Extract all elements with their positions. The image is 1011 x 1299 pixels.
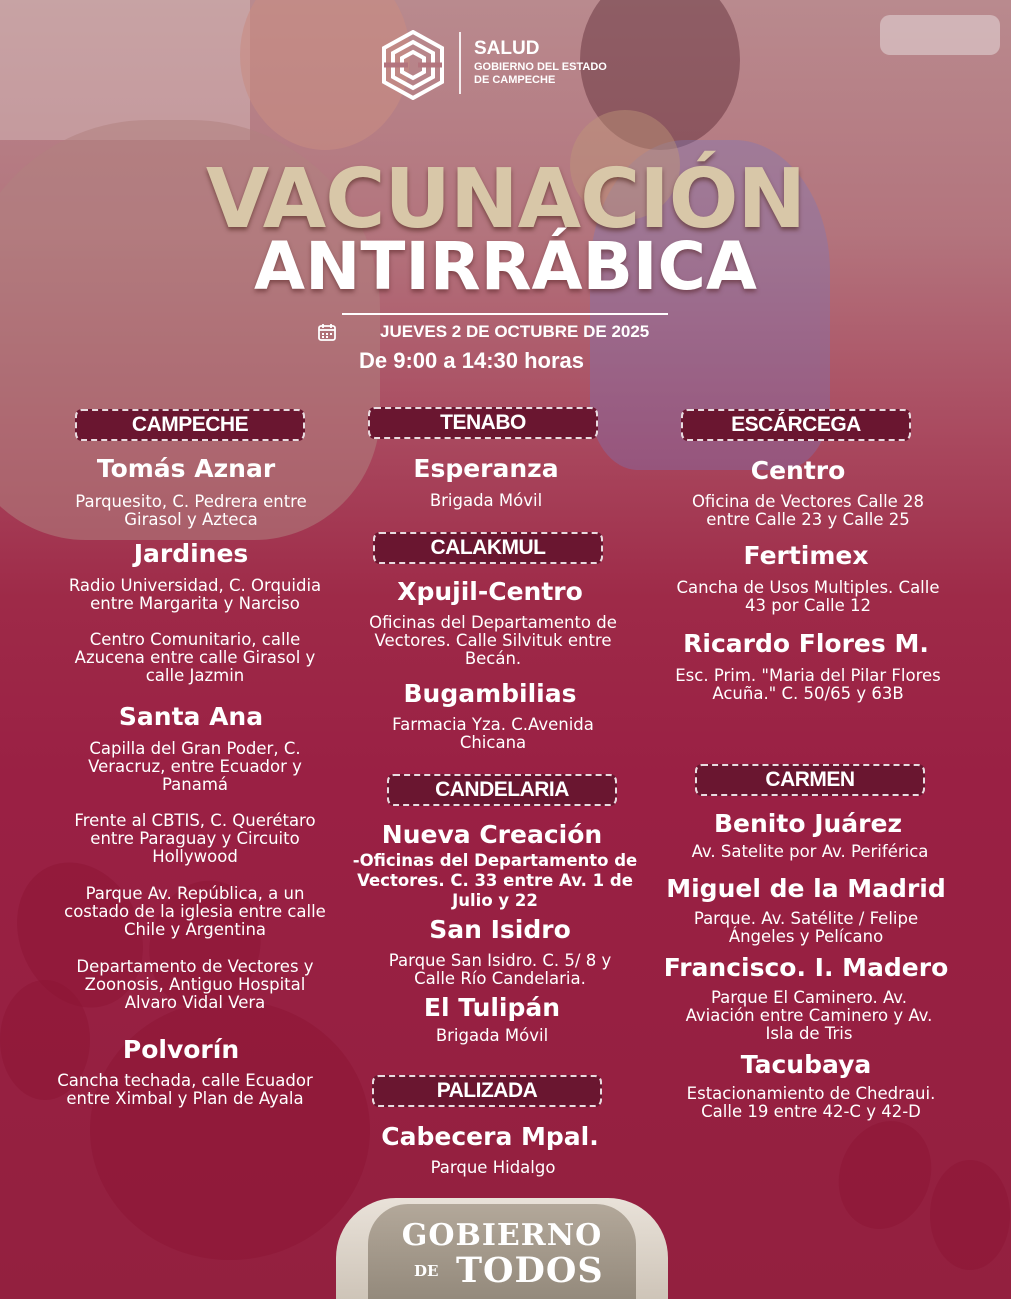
badge-candelaria: CANDELARIA: [387, 774, 617, 806]
desc-line: Azucena entre calle Girasol y: [74, 648, 316, 667]
desc-line: Acuña." C. 50/65 y 63B: [712, 684, 904, 703]
desc-line: Veracruz, entre Ecuador y: [88, 757, 302, 776]
desc-line: costado de la iglesia entre calle: [64, 902, 326, 921]
desc-line: Parque. Av. Satélite / Felipe: [693, 909, 919, 928]
desc-line: 43 por Calle 12: [744, 596, 872, 615]
salud-logo-icon: [378, 30, 448, 100]
desc-line: Av. Satelite por Av. Periférica: [691, 842, 929, 861]
desc-line: Capilla del Gran Poder, C.: [89, 739, 301, 758]
desc-line: Brigada Móvil: [429, 491, 543, 510]
desc-line: Calle Río Candelaria.: [414, 969, 586, 988]
desc-line: Isla de Tris: [765, 1024, 853, 1043]
desc-line: Parque Av. República, a un: [85, 884, 305, 903]
desc-line: Parque Hidalgo: [430, 1158, 556, 1177]
badge-campeche: CAMPECHE: [75, 409, 305, 441]
desc-line: Centro Comunitario, calle: [89, 630, 301, 649]
desc-line: Julio y 22: [452, 891, 538, 910]
place-centro: Centro: [750, 456, 846, 485]
gobierno-label-line1: GOBIERNO DEL ESTADO: [474, 61, 607, 73]
desc-line: -Oficinas del Departamento de: [352, 851, 638, 870]
place-el-tulipan: El Tulipán: [423, 993, 561, 1022]
logo-divider: [459, 32, 461, 94]
background-car: [880, 15, 1000, 55]
desc-line: Hollywood: [152, 847, 238, 866]
salud-label: SALUD: [474, 38, 540, 59]
desc-line: Oficinas del Departamento de: [369, 613, 617, 632]
desc-line: Vectores. C. 33 entre Av. 1 de: [357, 871, 633, 890]
desc-line: Cancha de Usos Multiples. Calle: [676, 578, 940, 597]
desc-line: Chicana: [459, 733, 527, 752]
gobierno-label-line2: DE CAMPECHE: [474, 74, 556, 86]
place-tomas-aznar: Tomás Aznar: [96, 454, 276, 483]
desc-line: Becán.: [464, 649, 522, 668]
desc-line: Brigada Móvil: [435, 1026, 549, 1045]
desc-line: Panamá: [161, 775, 229, 794]
desc-line: Alvaro Vidal Vera: [124, 993, 266, 1012]
desc-line: Zoonosis, Antiguo Hospital: [84, 975, 306, 994]
footer-todos: TODOS: [456, 1250, 604, 1291]
background-building: [0, 0, 250, 140]
badge-escarcega: ESCÁRCEGA: [681, 409, 911, 441]
place-bugambilias: Bugambilias: [403, 679, 577, 708]
desc-line: Oficina de Vectores Calle 28: [691, 492, 925, 511]
desc-line: Ángeles y Pelícano: [728, 927, 884, 946]
place-san-isidro: San Isidro: [429, 915, 571, 944]
desc-line: Chile y Argentina: [123, 920, 267, 939]
desc-line: entre Ximbal y Plan de Ayala: [66, 1089, 304, 1108]
title-underline: [342, 313, 668, 315]
desc-line: Parquesito, C. Pedrera entre: [75, 492, 307, 511]
place-ricardo-flores: Ricardo Flores M.: [683, 629, 929, 658]
desc-line: Frente al CBTIS, C. Querétaro: [74, 811, 316, 830]
place-tacubaya: Tacubaya: [740, 1050, 872, 1079]
desc-line: entre Margarita y Narciso: [90, 594, 300, 613]
paw-print-icon: [930, 1160, 1010, 1270]
place-cabecera-mpal: Cabecera Mpal.: [381, 1122, 599, 1151]
desc-line: Departamento de Vectores y: [76, 957, 314, 976]
desc-line: Aviación entre Caminero y Av.: [685, 1006, 933, 1025]
desc-line: Girasol y Azteca: [124, 510, 258, 529]
badge-calakmul: CALAKMUL: [373, 532, 603, 564]
paw-print-icon: [824, 1108, 946, 1242]
desc-line: calle Jazmin: [145, 666, 245, 685]
place-miguel-de-la-madrid: Miguel de la Madrid: [666, 874, 946, 903]
place-francisco-madero: Francisco. I. Madero: [663, 953, 949, 982]
title-antirrabica: ANTIRRÁBICA: [254, 228, 757, 305]
desc-line: entre Calle 23 y Calle 25: [706, 510, 910, 529]
desc-line: Farmacia Yza. C.Avenida: [392, 715, 594, 734]
place-polvorin: Polvorín: [122, 1035, 240, 1064]
footer-de: DE: [414, 1262, 439, 1280]
desc-line: Calle 19 entre 42-C y 42-D: [701, 1102, 921, 1121]
badge-palizada: PALIZADA: [372, 1075, 602, 1107]
event-hours: De 9:00 a 14:30 horas: [359, 348, 585, 373]
desc-line: Parque San Isidro. C. 5/ 8 y: [388, 951, 612, 970]
desc-line: Vectores. Calle Silvituk entre: [374, 631, 612, 650]
title-vacunacion: VACUNACIÓN: [205, 152, 806, 247]
footer-gobierno: GOBIERNO: [401, 1218, 603, 1253]
place-esperanza: Esperanza: [413, 454, 559, 483]
desc-line: entre Paraguay y Circuito: [90, 829, 300, 848]
place-jardines: Jardines: [133, 539, 249, 568]
badge-carmen: CARMEN: [695, 764, 925, 796]
badge-tenabo: TENABO: [368, 407, 598, 439]
desc-line: Estacionamiento de Chedraui.: [686, 1084, 936, 1103]
place-nueva-creacion: Nueva Creación: [381, 820, 603, 849]
desc-line: Cancha techada, calle Ecuador: [57, 1071, 313, 1090]
place-xpujil-centro: Xpujil-Centro: [397, 577, 583, 606]
calendar-icon: [318, 323, 336, 341]
place-santa-ana: Santa Ana: [118, 702, 264, 731]
desc-line: Esc. Prim. "Maria del Pilar Flores: [675, 666, 941, 685]
desc-line: Parque El Caminero. Av.: [710, 988, 908, 1007]
event-date: JUEVES 2 DE OCTUBRE DE 2025: [380, 322, 650, 341]
place-fertimex: Fertimex: [743, 541, 869, 570]
desc-line: Radio Universidad, C. Orquidia: [68, 576, 322, 595]
place-benito-juarez: Benito Juárez: [713, 809, 902, 838]
